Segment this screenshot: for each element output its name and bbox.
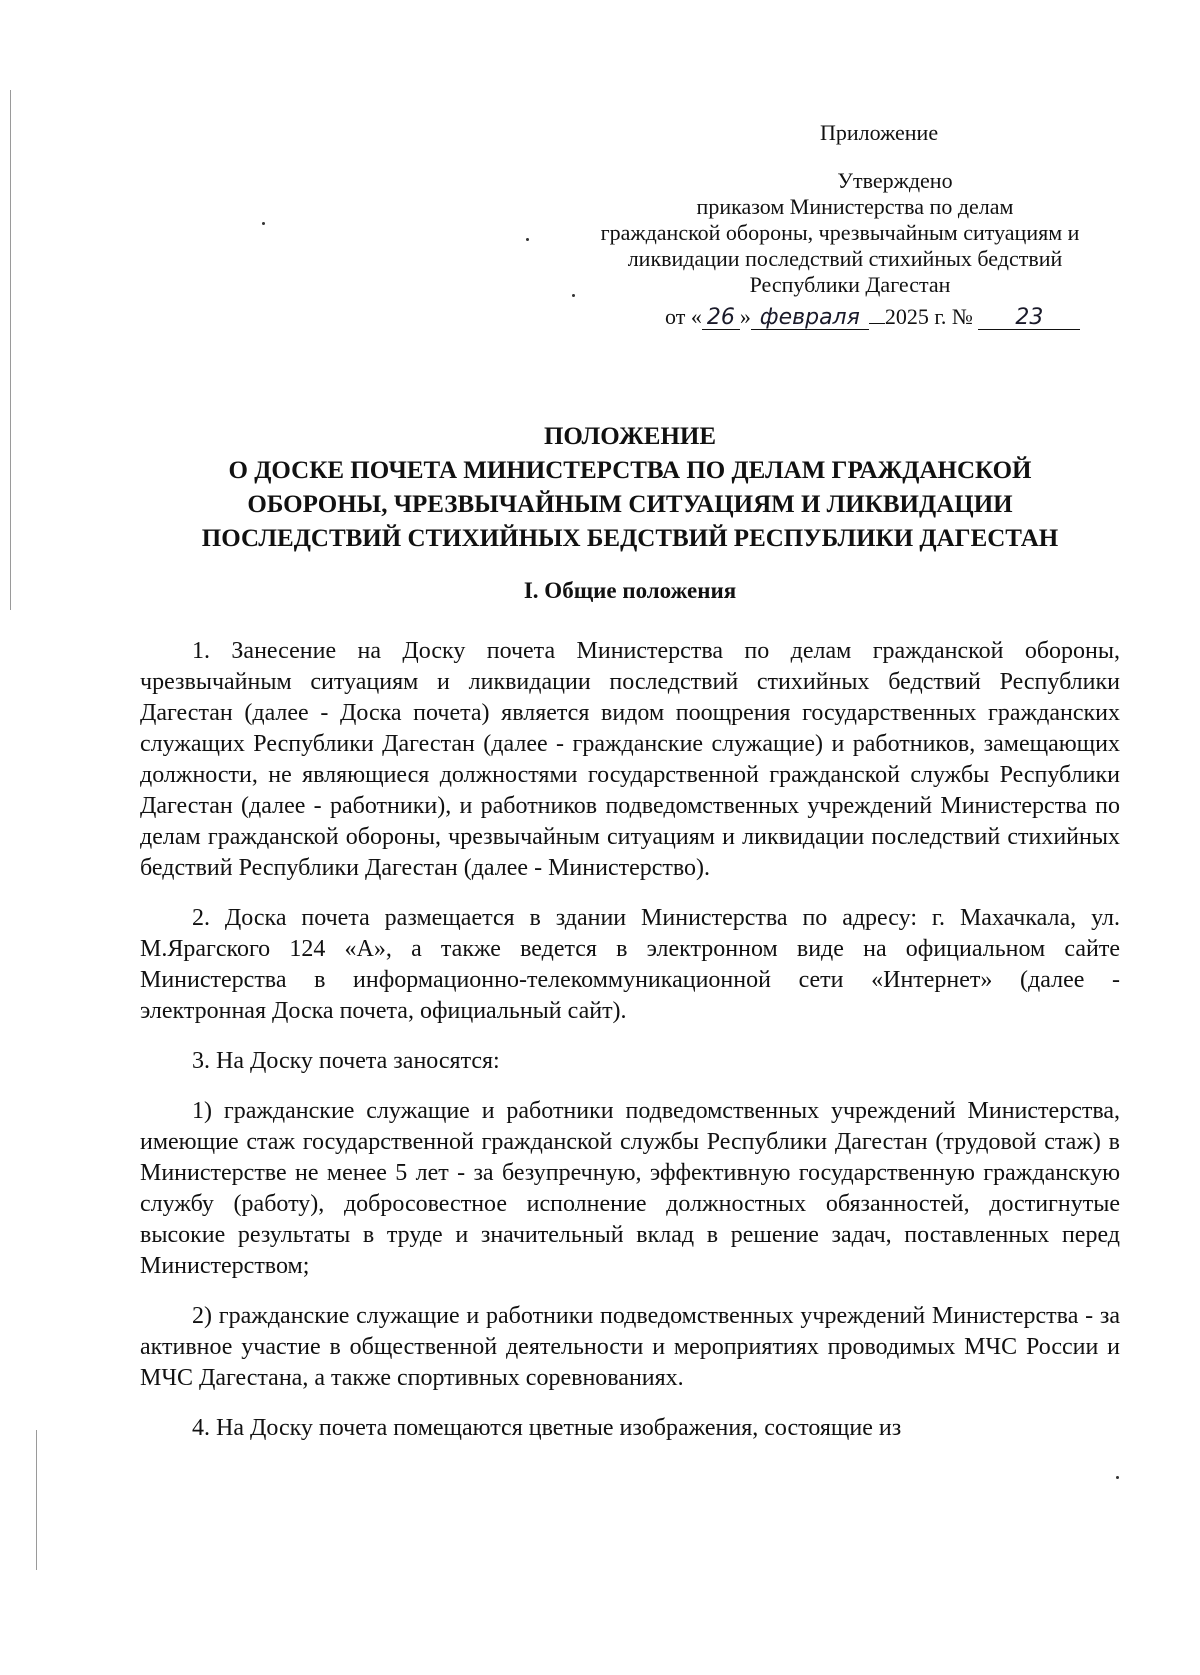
paragraph-4: 4. На Доску почета помещаются цветные изображения, состоящие из <box>192 1415 902 1441</box>
scan-speck <box>262 222 265 225</box>
date-mid: » <box>739 304 751 329</box>
title-line: ПОСЛЕДСТВИЙ СТИХИЙНЫХ БЕДСТВИЙ РЕСПУБЛИКИ ДАГЕСТАН <box>201 525 1059 552</box>
date-day: 26 <box>706 305 735 330</box>
document-title <box>140 420 1120 556</box>
paragraph-3-item-1: 1) гражданские служащие и работники подведомственных учреждений Министерства, имеющие стаж государственной гражданской службы Республики Дагестан (трудовой стаж) в Министерстве не менее 5 лет - за безупречную, эффективную государственную гражданскую службу (работу), добросовестное исполнение должностных обязанностей, достигнутые высокие результаты в труде и значительный вклад в решение задач, поставленных перед Министерством; <box>140 1098 1120 1279</box>
scan-speck <box>1116 1476 1119 1479</box>
approval-line: приказом Министерства по делам <box>696 194 1014 219</box>
order-date-line <box>665 304 1080 330</box>
approval-line: ликвидации последствий стихийных бедствий <box>627 246 1063 271</box>
date-month: февраля <box>759 305 860 330</box>
approval-block <box>560 168 1120 298</box>
scan-edge-line <box>10 90 11 610</box>
title-line: О ДОСКЕ ПОЧЕТА МИНИСТЕРСТВА ПО ДЕЛАМ ГРАЖДАНСКОЙ <box>228 457 1032 484</box>
date-prefix: от « <box>665 304 702 329</box>
document-body <box>140 636 1120 1463</box>
scan-edge-line <box>36 1430 37 1570</box>
paragraph-3: 3. На Доску почета заносятся: <box>192 1048 500 1074</box>
order-number: 23 <box>1015 305 1044 330</box>
approved-label: Утверждено <box>837 168 953 193</box>
approval-line: гражданской обороны, чрезвычайным ситуациям и <box>600 220 1080 245</box>
date-year: 2025 г. № <box>884 304 973 329</box>
paragraph-1: 1. Занесение на Доску почета Министерства по делам гражданской обороны, чрезвычайным ситуациям и ликвидации последствий стихийных бедствий Республики Дагестан (далее - Доска почета) является видом поощрения государственных гражданских служащих Республики Дагестан (далее - гражданские служащие) и работников, замещающих должности, не являющиеся должностями государственной гражданской службы Республики Дагестан (далее - работники), и работников подведомственных учреждений Министерства по делам гражданской обороны, чрезвычайным ситуациям и ликвидации последствий стихийных бедствий Республики Дагестан (далее - Министерство). <box>140 638 1120 881</box>
annex-label: Приложение <box>820 120 939 145</box>
paragraph-3-item-2: 2) гражданские служащие и работники подведомственных учреждений Министерства - за активное участие в общественной деятельности и мероприятиях проводимых МЧС России и МЧС Дагестана, а также спортивных соревнованиях. <box>140 1303 1120 1391</box>
scan-speck <box>526 238 529 241</box>
title-line: ОБОРОНЫ, ЧРЕЗВЫЧАЙНЫМ СИТУАЦИЯМ И ЛИКВИДАЦИИ <box>247 491 1013 518</box>
paragraph-2: 2. Доска почета размещается в здании Министерства по адресу: г. Махачкала, ул. М.Ярагского 124 «А», а также ведется в электронном виде на официальном сайте Министерства в информационно-телекоммуникационной сети «Интернет» (далее - электронная Доска почета, официальный сайт). <box>140 905 1120 1024</box>
approval-line: Республики Дагестан <box>749 272 951 297</box>
title-line: ПОЛОЖЕНИЕ <box>543 423 717 450</box>
section-heading: I. Общие положения <box>523 578 737 603</box>
